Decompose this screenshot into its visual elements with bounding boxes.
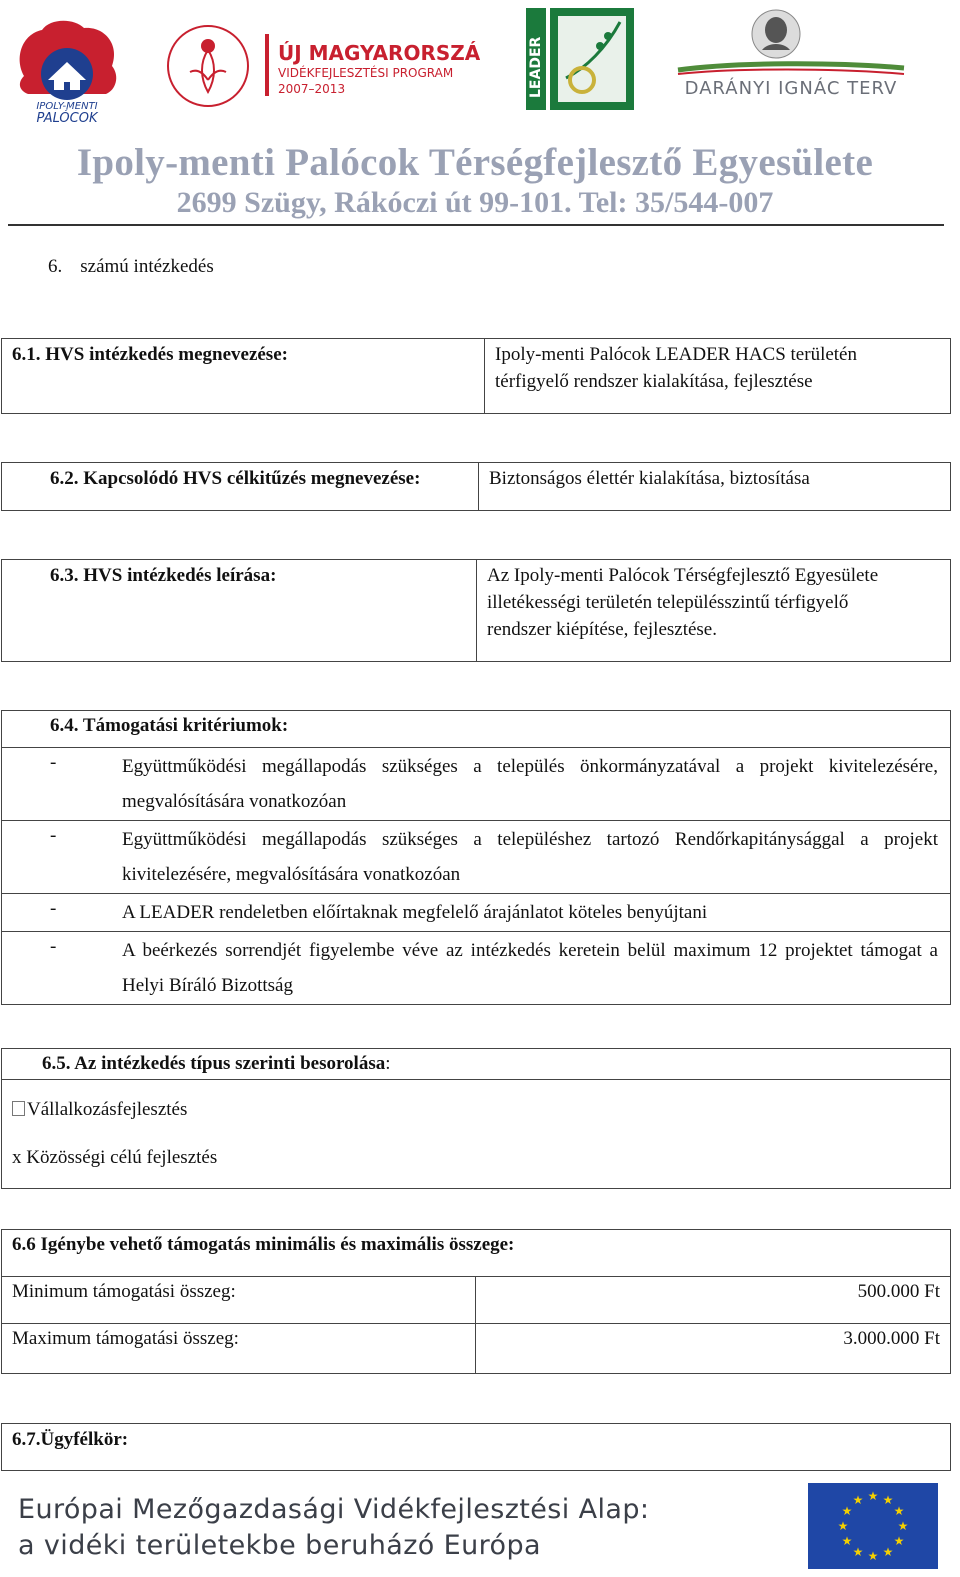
maximum-amount-value: 3.000.000 Ft xyxy=(476,1324,951,1374)
svg-text:LEADER: LEADER xyxy=(528,36,544,98)
criteria-item xyxy=(2,748,951,821)
criteria-item xyxy=(2,932,951,1005)
section-6-1-value-line1: Ipoly-menti Palócok LEADER HACS területén xyxy=(495,344,857,365)
section-6-1-table xyxy=(1,338,951,414)
option-vallalkozasfejlesztes xyxy=(12,1086,940,1134)
section-6-4-label: 6.4. Támogatási kritériumok: xyxy=(2,711,951,748)
eu-star-icon: ★ xyxy=(882,1493,894,1507)
eu-star-icon: ★ xyxy=(867,1489,879,1503)
section-6-3-value-line1: Az Ipoly-menti Palócok Térségfejlesztő Egyesülete xyxy=(487,565,879,586)
measure-title-text: számú intézkedés xyxy=(80,256,214,277)
svg-text:IPOLY-MENTI: IPOLY-MENTI xyxy=(36,101,98,112)
leader-logo xyxy=(526,8,634,110)
eu-star-icon: ★ xyxy=(882,1545,894,1559)
criteria-text: Együttműködési megállapodás szükséges a település önkormányzatával a projekt kivitelezésére, megvalósítására vonatkozóan xyxy=(121,748,951,821)
option-vallalkozasfejlesztes-label: Vállalkozásfejlesztés xyxy=(27,1099,188,1120)
section-6-3-table xyxy=(1,559,951,662)
measure-number: 6. xyxy=(48,256,63,277)
eu-star-icon: ★ xyxy=(867,1549,879,1563)
section-6-6-label: 6.6 Igénybe vehető támogatás minimális és maximális összege: xyxy=(2,1230,951,1277)
criteria-text: Együttműködési megállapodás szükséges a településhez tartozó Rendőrkapitánysággal a projekt kivitelezésére, megvalósítására vonatkozóan xyxy=(121,821,951,894)
svg-text:PALÓCOK: PALÓCOK xyxy=(36,111,98,126)
criteria-bullet: - xyxy=(2,821,122,894)
organization-name: Ipoly-menti Palócok Térségfejlesztő Egyesülete xyxy=(76,141,874,184)
section-6-1-value xyxy=(485,339,951,414)
eu-flag-icon xyxy=(808,1483,938,1569)
criteria-item xyxy=(2,894,951,932)
footer-eafrd-line1: Európai Mezőgazdasági Vidékfejlesztési Alap: xyxy=(18,1494,650,1525)
minimum-amount-label: Minimum támogatási összeg: xyxy=(2,1277,476,1324)
svg-text:DARÁNYI IGNÁC TERV: DARÁNYI IGNÁC TERV xyxy=(684,78,898,99)
section-6-7-label: 6.7.Ügyfélkör: xyxy=(2,1424,951,1471)
eu-star-icon: ★ xyxy=(852,1493,864,1507)
eu-star-icon: ★ xyxy=(893,1534,905,1548)
uj-magyarorszag-logo xyxy=(160,22,480,108)
organization-address: 2699 Szügy, Rákóczi út 99-101. Tel: 35/544-007 xyxy=(176,186,774,219)
criteria-bullet: - xyxy=(2,894,122,932)
section-6-6-table xyxy=(1,1229,951,1374)
section-6-1-value-line2: térfigyelő rendszer kialakítása, fejlesztése xyxy=(495,371,813,392)
section-6-5-label-colon: : xyxy=(385,1053,391,1074)
svg-text:2007–2013: 2007–2013 xyxy=(278,82,346,96)
eu-star-icon: ★ xyxy=(893,1504,905,1518)
section-6-3-value xyxy=(477,560,951,662)
eu-star-icon: ★ xyxy=(841,1534,853,1548)
criteria-text: A LEADER rendeletben előírtaknak megfelelő árajánlatot köteles benyújtani xyxy=(121,894,951,932)
option-kozossegi-celu-fejlesztes: x Közösségi célú fejlesztés xyxy=(12,1147,218,1168)
measure-title xyxy=(48,256,232,278)
section-6-5-label: 6.5. Az intézkedés típus szerinti besorolása xyxy=(42,1053,386,1074)
header-divider xyxy=(8,224,944,226)
section-6-4-table xyxy=(1,710,951,1005)
minimum-amount-value: 500.000 Ft xyxy=(476,1277,951,1324)
criteria-bullet: - xyxy=(2,932,122,1005)
daranyi-ignac-terv-logo xyxy=(676,8,906,100)
eu-star-icon: ★ xyxy=(897,1519,909,1533)
eu-star-icon: ★ xyxy=(837,1519,849,1533)
section-6-2-label: 6.2. Kapcsolódó HVS célkitűzés megnevezése: xyxy=(2,463,479,511)
checkbox-empty-icon xyxy=(12,1101,25,1116)
maximum-amount-label: Maximum támogatási összeg: xyxy=(2,1324,476,1374)
section-6-3-value-line3: rendszer kiépítése, fejlesztése. xyxy=(487,619,717,640)
svg-text:VIDÉKFEJLESZTÉSI PROGRAM: VIDÉKFEJLESZTÉSI PROGRAM xyxy=(278,66,454,80)
section-6-3-value-line2: illetékességi területén településszintű térfigyelő xyxy=(487,592,849,613)
footer-eafrd-line2: a vidéki területekbe beruházó Európa xyxy=(18,1530,541,1561)
section-6-5-header xyxy=(2,1049,951,1080)
section-6-2-value: Biztonságos élettér kialakítása, biztosítása xyxy=(479,463,951,511)
criteria-text: A beérkezés sorrendjét figyelembe véve az intézkedés keretein belül maximum 12 projektet támogat a Helyi Bíráló Bizottság xyxy=(121,932,951,1005)
section-6-5-table xyxy=(1,1048,951,1189)
palocok-logo xyxy=(12,18,122,126)
criteria-bullet: - xyxy=(2,748,122,821)
eu-star-icon: ★ xyxy=(841,1504,853,1518)
eu-star-icon: ★ xyxy=(852,1545,864,1559)
section-6-7-table xyxy=(1,1423,951,1471)
criteria-item xyxy=(2,821,951,894)
section-6-1-label: 6.1. HVS intézkedés megnevezése: xyxy=(2,339,485,414)
svg-text:ÚJ MAGYARORSZÁG: ÚJ MAGYARORSZÁG xyxy=(278,41,480,65)
section-6-3-label: 6.3. HVS intézkedés leírása: xyxy=(2,560,477,662)
section-6-2-table xyxy=(1,462,951,511)
section-6-5-options xyxy=(2,1080,951,1189)
